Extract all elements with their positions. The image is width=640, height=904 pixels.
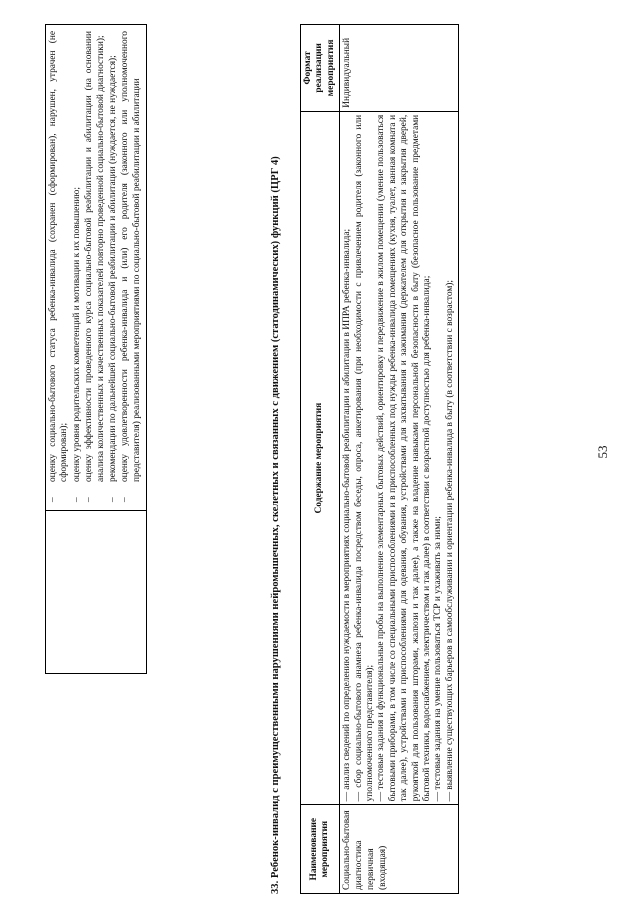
header-row	[301, 25, 340, 894]
section-title: 33. Ребенок-инвалид с преимущественными нарушениями нейромышечных, скелетных и связанных с движением (статодинамических) функций (ЦРГ 4)	[270, 156, 281, 894]
list-item: – оценку удовлетворенности ребенка-инвалида и (или) его родителя (законного или уполномоченного представителя) реализованными мероприятиями по социально-бытовой реабилитации и абилитации	[120, 31, 143, 504]
empty-cell	[46, 511, 147, 674]
list-item: – оценку социально-бытового статуса ребенка-инвалида (сохранен (сформирован), нарушен, утрачен (не сформирован);	[48, 31, 71, 504]
content-item: — тестовые задания и функциональные пробы на выполнение элементарных бытовых действий, ориентировку и передвижение в жилом помещении (умение пользоваться бытовыми приборами, в том числе со специальными приспособлениями и в приспособленных под нужды ребенка-инвалида помещениях (кухня, туалет, ванная комната и так далее), устройствами и приспособлениями для одевания, обувания, устройствами для захватывания и зажимания (держателем для открытия и закрытия дверей, рукояткой для пользования шторами, жалюзи и так далее), а также на владение навыками персональной безопасности в быту (безопасное пользование предметами бытовой техники, водоснабжением, электричеством и так далее) в соответствии с возрастной доступностью для ребенка-инвалида;	[376, 114, 433, 802]
content-item: — выявление существующих барьеров в самообслуживании и ориентации ребенка-инвалида в быту (в соответствии с возрастом);	[444, 280, 455, 802]
header-content: Содержание мероприятия	[301, 111, 340, 805]
activity-name-line: Социально-бытовая диагностика	[342, 810, 364, 890]
continuation-table	[45, 24, 147, 674]
content-item: — сбор социально-бытового анамнеза ребенка-инвалида посредством беседы, опроса, анкетирования (при необходимости с привлечением родителя (законного или уполномоченного представителя);	[353, 114, 376, 802]
continuation-content-cell	[46, 25, 147, 511]
activity-format-cell: Индивидуальный	[340, 25, 459, 112]
table-row	[46, 25, 147, 674]
activity-content-cell	[340, 111, 459, 805]
continuation-list	[48, 31, 143, 504]
activity-name-cell	[340, 805, 459, 894]
table-row	[340, 25, 459, 894]
list-item: – рекомендации по дальнейшей социально-бытовой реабилитации и абилитации (нуждается, не нуждается);	[108, 31, 119, 504]
header-name: Наименование мероприятия	[301, 805, 340, 894]
activities-table	[300, 24, 459, 894]
list-item: – оценку уровня родительских компетенций и мотивации к их повышению;	[72, 31, 83, 504]
content-item: — анализ сведений по определению нуждаемости в мероприятиях социально-бытовой реабилитации и абилитации в ИПРА ребенка-инвалида;	[342, 228, 353, 802]
content-item: — тестовые задания на умение пользоваться ТСР и ухаживать за ними;	[433, 516, 444, 802]
activity-name-line: первичная	[366, 848, 377, 890]
page-number: 53	[595, 445, 610, 459]
header-format: Формат реализации мероприятия	[301, 25, 340, 112]
list-item: – оценку эффективности проведенного курса социально-бытовой реабилитации и абилитации (на основании анализа количественных и качественных показателей повторно проведенной социально-бытовой диагностики);	[84, 31, 107, 504]
activity-name-line: (входящая)	[378, 845, 389, 890]
